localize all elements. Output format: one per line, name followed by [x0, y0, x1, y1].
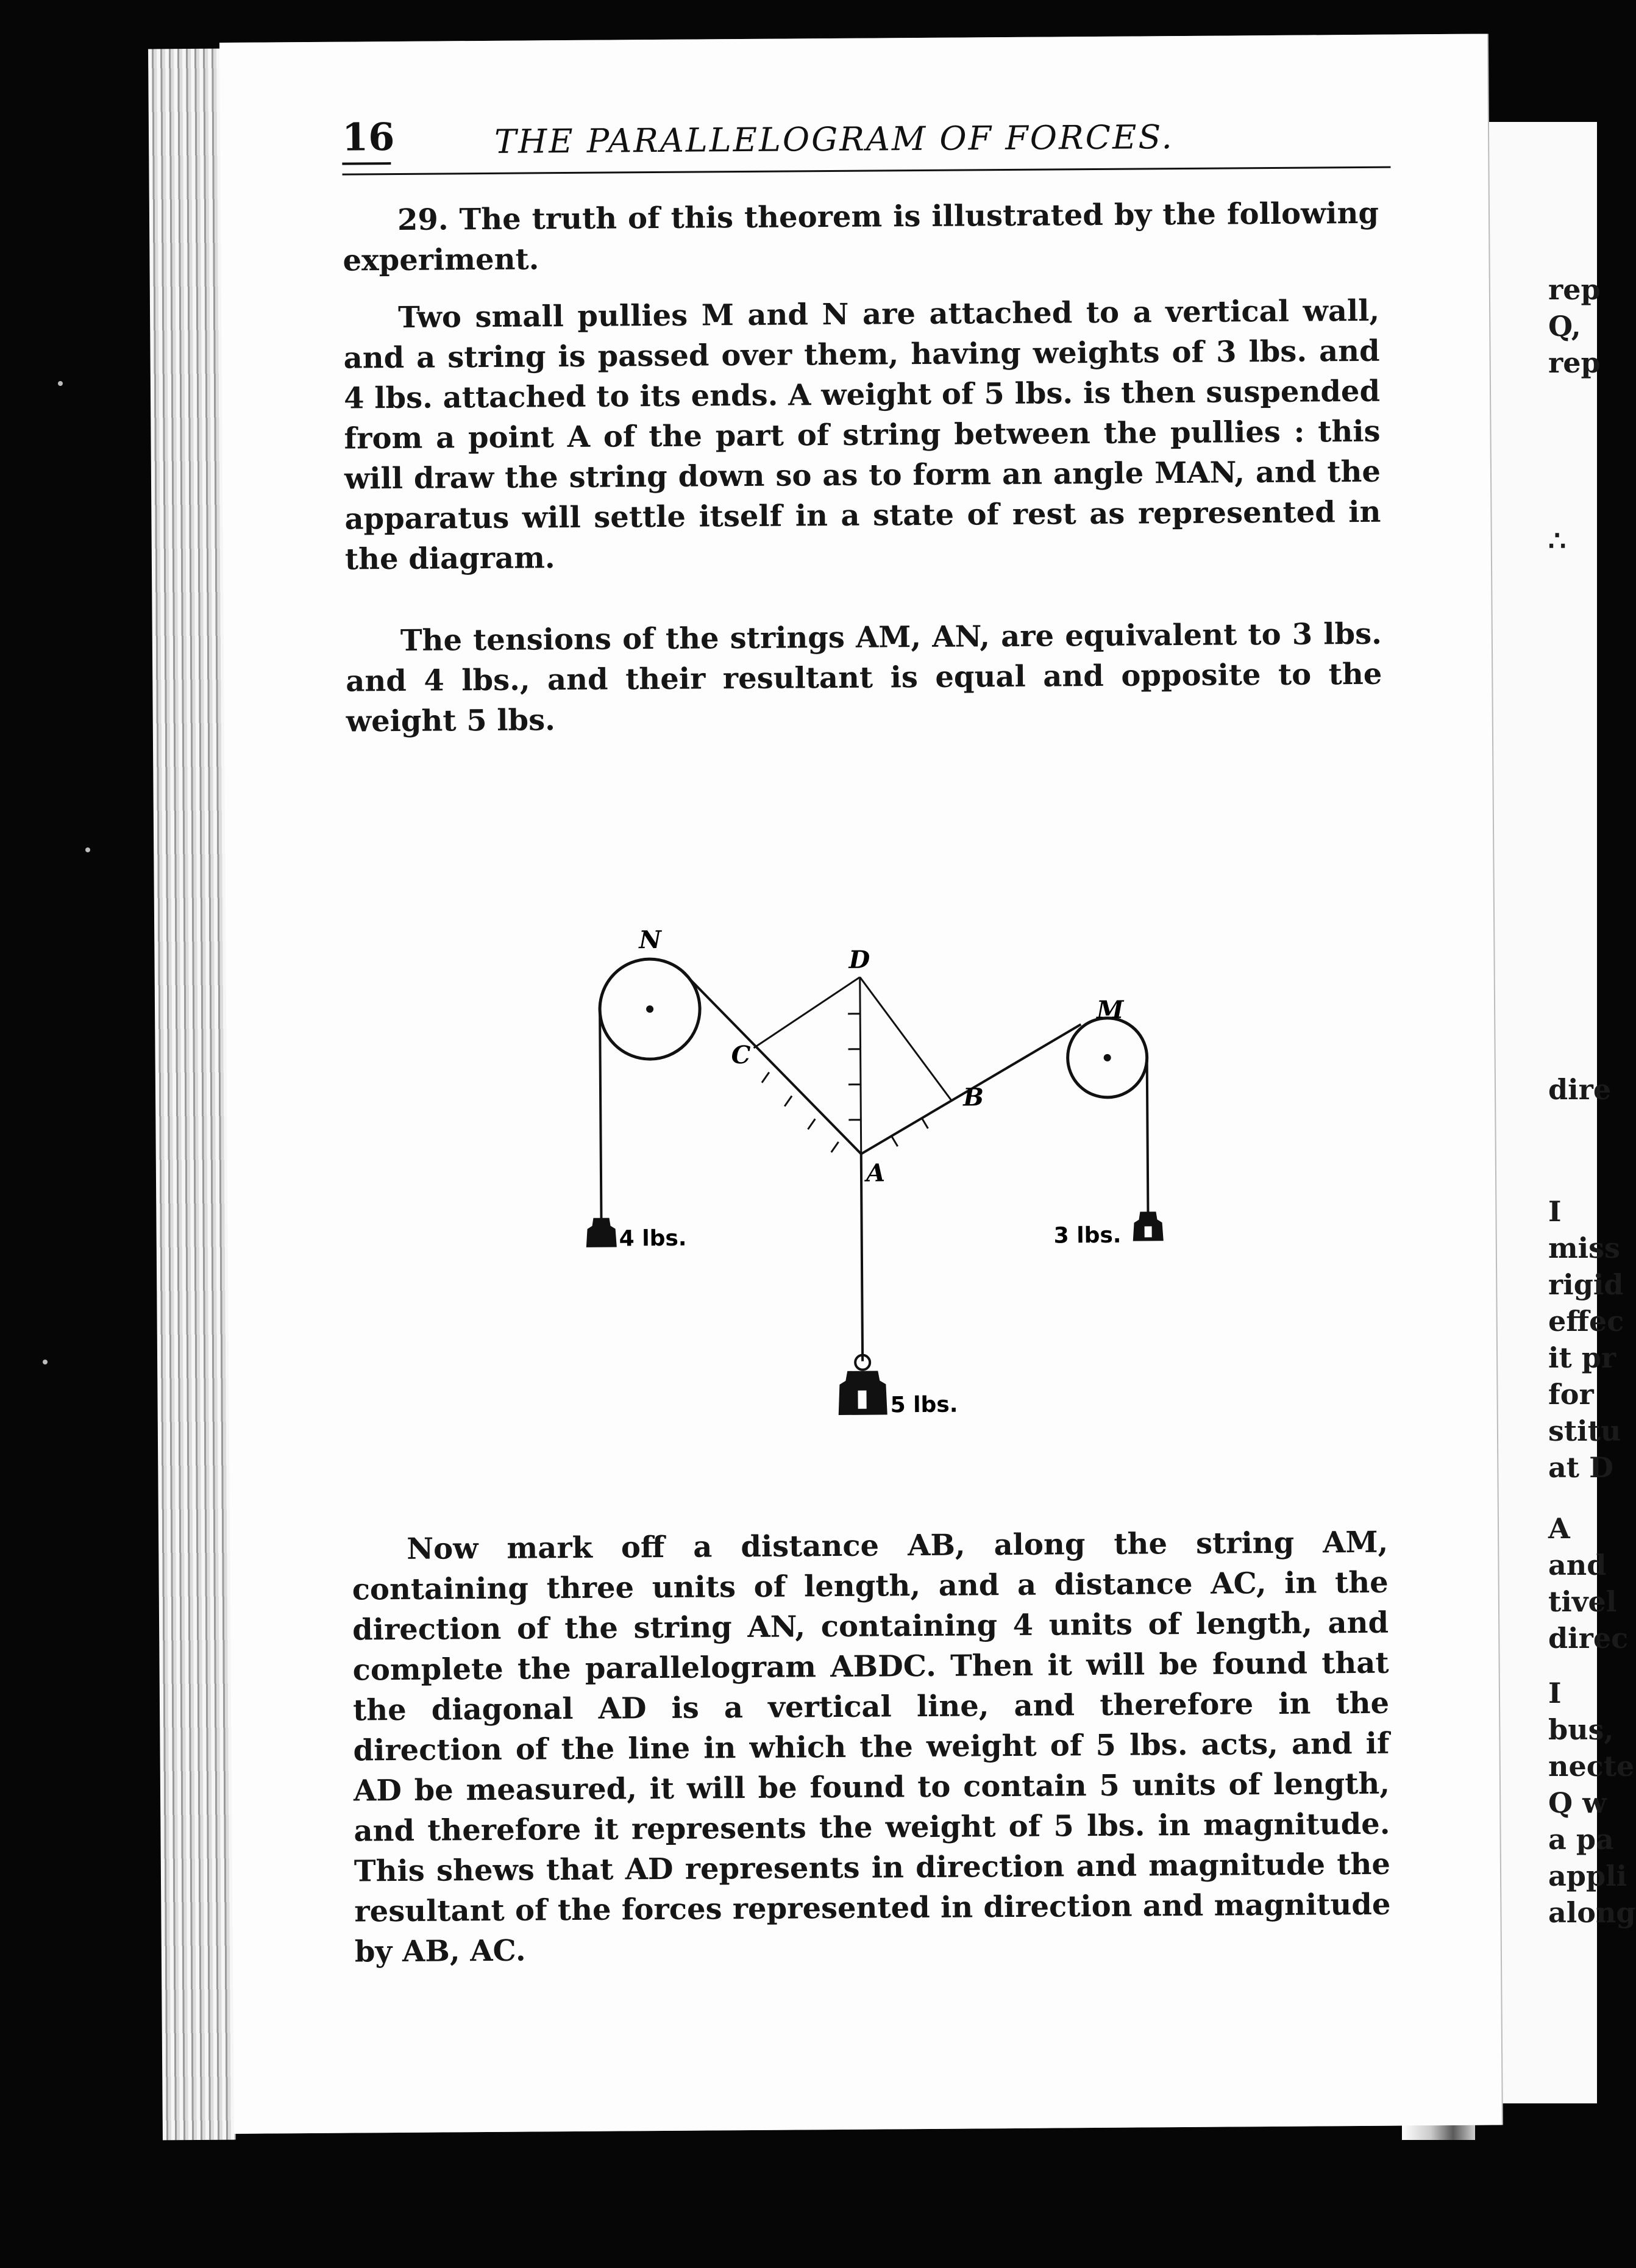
running-title: THE PARALLELOGRAM OF FORCES.	[494, 118, 1174, 161]
label-c: C	[731, 1040, 751, 1070]
weight-right-label: 3 lbs.	[1053, 1222, 1122, 1249]
string-left-vertical	[600, 1011, 601, 1223]
label-d: D	[848, 945, 870, 974]
label-m: M	[1096, 995, 1124, 1024]
next-page-fragment: for	[1548, 1378, 1594, 1411]
next-page-fragment: I	[1548, 1195, 1562, 1228]
next-page-fragment: rep	[1548, 273, 1601, 306]
ad-ticks	[848, 1014, 861, 1120]
next-page-fragment: stitu	[1548, 1414, 1621, 1447]
pulley-diagram	[567, 877, 1205, 1467]
next-page-fragment: necte	[1548, 1750, 1635, 1783]
string-right-vertical	[1147, 1059, 1148, 1216]
next-page-fragment: at D	[1548, 1451, 1613, 1484]
next-page-fragment: appli	[1548, 1860, 1627, 1892]
diagonal-ad	[860, 977, 861, 1154]
next-page-fragment: Q,	[1548, 310, 1581, 343]
pulley-m-axle	[1104, 1054, 1111, 1061]
paragraph-tensions	[346, 614, 1382, 742]
next-page-fragment: rep	[1548, 346, 1601, 379]
weight-left-label: 4 lbs.	[619, 1225, 687, 1252]
header-rule	[343, 166, 1391, 176]
paragraph-tensions-text: The tensions of the strings AM, AN, are equivalent to 3 lbs. and 4 lbs., and their resultant is equal and opposite to the weight 5 lbs.	[346, 616, 1382, 739]
paragraph-pullies	[343, 291, 1381, 580]
dust-speck	[43, 1360, 48, 1364]
page-number: 16	[341, 114, 395, 160]
next-page-fragment: direc	[1548, 1622, 1629, 1655]
next-page-fragment: Q w	[1548, 1786, 1607, 1819]
next-page-fragment: and	[1548, 1549, 1607, 1582]
paragraph-29	[343, 193, 1379, 281]
label-n: N	[639, 925, 662, 955]
weight-bottom	[838, 1355, 887, 1415]
next-page-fragment: effec	[1548, 1305, 1624, 1338]
next-page-fragment: I	[1548, 1677, 1562, 1710]
label-b: B	[962, 1083, 984, 1112]
page-number-underline	[342, 162, 391, 165]
next-page-fragment: bus,	[1548, 1713, 1614, 1746]
next-page-fragment: miss	[1548, 1232, 1620, 1264]
pulley-diagram-svg	[567, 877, 1205, 1467]
next-page-fragment: tivel	[1548, 1585, 1617, 1618]
next-page-fragment: it pr	[1548, 1341, 1616, 1374]
weight-left	[586, 1218, 616, 1247]
ac-ticks	[762, 1072, 839, 1153]
string-an	[683, 971, 861, 1155]
pulley-n-axle	[646, 1005, 653, 1013]
next-page-fragment: along	[1548, 1896, 1636, 1929]
weight-right	[1133, 1211, 1163, 1241]
paragraph-pullies-text: Two small pullies M and N are attached to a vertical wall, and a string is passed over them, having weights of 3 lbs. and 4 lbs. attached to its ends. A weight of 5 lbs. is then suspended from a point A of the part of string between the pullies : this will draw the string down so as to form an angle MAN, and the apparatus will settle itself in a state of rest as represented in the diagram.	[343, 293, 1381, 577]
string-a-down	[861, 1154, 862, 1361]
weight-bottom-label: 5 lbs.	[890, 1392, 958, 1418]
dust-speck	[85, 847, 90, 852]
paragraph-now-text: Now mark off a distance AB, along the string AM, containing three units of length, and a distance AC, in the direction of the string AN, containing 4 units of length, and complete the parallelogram ABDC. Then it will be found that the diagonal AD is a vertical line, and therefore in the direction of the line in which the weight of 5 lbs. acts, and if AD be measured, it will be found to contain 5 units of length, and therefore it represents the weight of 5 lbs. in magnitude. This shews that AD represents in direction and magnitude the resultant of the forces represented in direction and magnitude by AB, AC.	[352, 1525, 1391, 1969]
next-page-fragment: rigid	[1548, 1268, 1624, 1301]
running-header	[342, 108, 1391, 164]
next-page-fragment: dire	[1548, 1073, 1612, 1106]
next-page-fragment: a pa	[1548, 1823, 1614, 1856]
dust-speck	[58, 381, 63, 386]
side-db	[860, 977, 952, 1102]
next-page-fragment: A	[1548, 1512, 1570, 1545]
paragraph-29-text: 29. The truth of this theorem is illustrated by the following experiment.	[343, 196, 1379, 278]
next-page-fragment: ∴	[1548, 524, 1567, 557]
side-cd	[753, 977, 861, 1048]
label-a: A	[866, 1158, 886, 1188]
book-page	[219, 34, 1502, 2133]
paragraph-now	[352, 1522, 1391, 1972]
